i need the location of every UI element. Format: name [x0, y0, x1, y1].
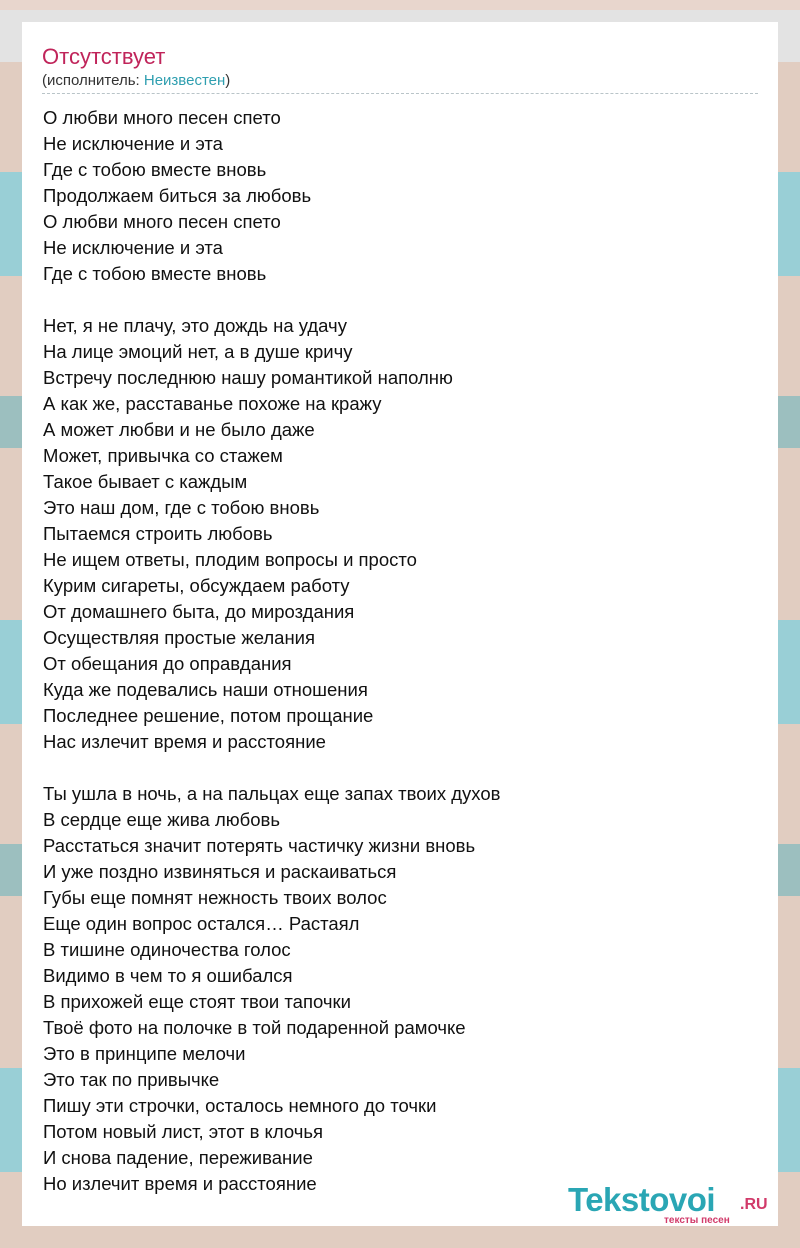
- lyric-line: Куда же подевались наши отношения: [43, 679, 368, 700]
- lyric-line: Нас излечит время и расстояние: [43, 731, 326, 752]
- lyric-line: Курим сигареты, обсуждаем работу: [43, 575, 350, 596]
- lyric-line: Еще один вопрос остался… Растаял: [43, 913, 360, 934]
- site-logo[interactable]: [568, 1182, 778, 1226]
- lyric-line: В тишине одиночества голос: [43, 939, 291, 960]
- lyric-line: Это так по привычке: [43, 1069, 220, 1090]
- lyric-line: Не исключение и эта: [43, 133, 223, 154]
- lyric-line: Осуществляя простые желания: [43, 627, 316, 648]
- lyric-line: Это наш дом, где с тобою вновь: [43, 497, 320, 518]
- lyric-line: Последнее решение, потом прощание: [43, 705, 374, 726]
- lyric-line: Твоё фото на полочке в той подаренной рамочке: [43, 1017, 466, 1038]
- lyric-line: Это в принципе мелочи: [43, 1043, 246, 1064]
- lyric-line: Но излечит время и расстояние: [43, 1173, 317, 1194]
- lyric-line: Потом новый лист, этот в клочья: [43, 1121, 324, 1142]
- lyric-line: Где с тобою вместе вновь: [43, 159, 267, 180]
- lyrics-card: [22, 22, 778, 1226]
- logo-main-text: Tekstovoi: [568, 1181, 716, 1218]
- lyric-line: Не исключение и эта: [43, 237, 223, 258]
- lyric-line: Расстаться значит потерять частичку жизни вновь: [43, 835, 476, 856]
- lyric-line: Видимо в чем то я ошибался: [43, 965, 293, 986]
- title-divider: [42, 93, 758, 94]
- lyric-line: Пишу эти строчки, осталось немного до точки: [43, 1095, 437, 1116]
- lyric-line: Где с тобою вместе вновь: [43, 263, 267, 284]
- lyric-line: Такое бывает с каждым: [43, 471, 248, 492]
- lyric-line: В сердце еще жива любовь: [43, 809, 281, 830]
- lyric-line: О любви много песен спето: [43, 107, 281, 128]
- lyric-line: Губы еще помнят нежность твоих волос: [43, 887, 387, 908]
- lyric-line: А как же, расставанье похоже на кражу: [43, 393, 382, 414]
- lyric-line: От обещания до оправдания: [43, 653, 292, 674]
- artist-line: [42, 72, 230, 90]
- lyric-line: А может любви и не было даже: [43, 419, 315, 440]
- stanza-2: [43, 313, 763, 755]
- artist-prefix: (исполнитель:: [42, 72, 144, 89]
- lyric-line: Ты ушла в ночь, а на пальцах еще запах твоих духов: [43, 783, 501, 804]
- lyric-line: От домашнего быта, до мироздания: [43, 601, 355, 622]
- song-title: Отсутствует: [42, 44, 166, 69]
- artist-link[interactable]: Неизвестен: [143, 72, 226, 89]
- lyric-line: Пытаемся строить любовь: [43, 523, 273, 544]
- lyric-line: И уже поздно извиняться и раскаиваться: [43, 861, 397, 882]
- logo-tld-text: .RU: [740, 1196, 768, 1213]
- lyric-line: И снова падение, переживание: [43, 1147, 313, 1168]
- stanza-3: [43, 781, 763, 1197]
- lyric-line: На лице эмоций нет, а в душе кричу: [43, 341, 353, 362]
- lyric-line: Не ищем ответы, плодим вопросы и просто: [43, 549, 417, 570]
- logo-tagline: тексты песен: [664, 1215, 730, 1226]
- artist-suffix: ): [225, 72, 231, 89]
- lyrics-text: [43, 105, 763, 1197]
- lyric-line: О любви много песен спето: [43, 211, 281, 232]
- lyric-line: Продолжаем биться за любовь: [43, 185, 312, 206]
- lyric-line: Нет, я не плачу, это дождь на удачу: [43, 315, 347, 336]
- lyric-line: Встречу последнюю нашу романтикой наполню: [43, 367, 453, 388]
- stanza-1: [43, 105, 763, 287]
- lyric-line: В прихожей еще стоят твои тапочки: [43, 991, 351, 1012]
- lyric-line: Может, привычка со стажем: [43, 445, 283, 466]
